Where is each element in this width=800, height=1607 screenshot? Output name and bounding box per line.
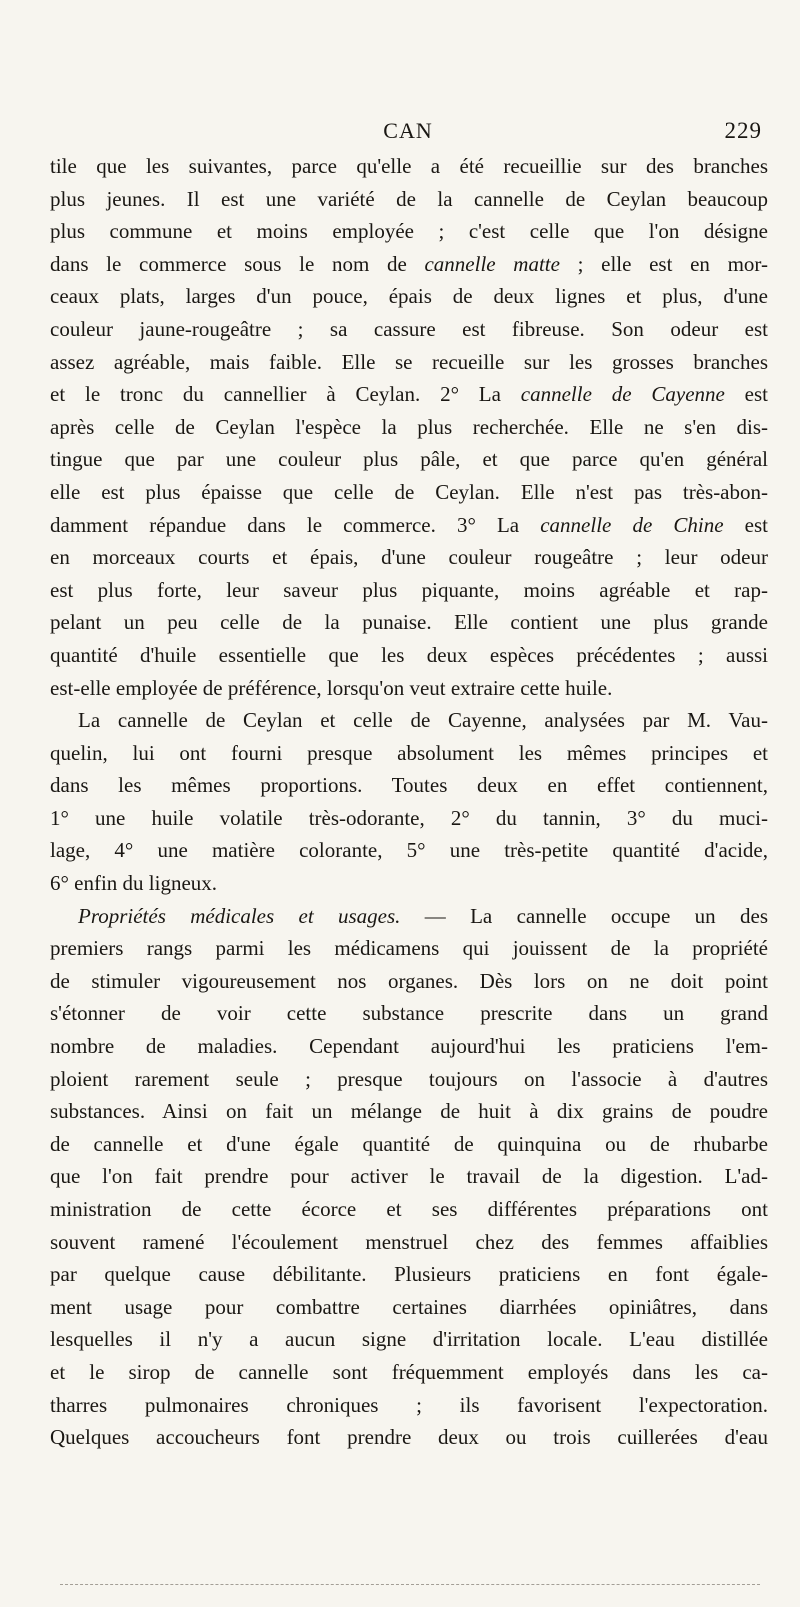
running-head: CAN: [383, 118, 433, 143]
text-line: lesquelles il n'y a aucun signe d'irritation locale. L'eau distillée: [50, 1327, 768, 1352]
text-line: que l'on fait prendre pour activer le travail de la digestion. L'ad-: [50, 1164, 768, 1189]
text-line: de cannelle et d'une égale quantité de quinquina ou de rhubarbe: [50, 1131, 768, 1156]
text-line: quelin, lui ont fourni presque absolument les mêmes principes et: [50, 740, 768, 765]
text-line: La cannelle de Ceylan et celle de Cayenne, analysées par M. Vau-: [78, 708, 768, 733]
section-heading-line: Propriétés médicales et usages. — La cannelle occupe un des: [78, 903, 768, 928]
text-line: après celle de Ceylan l'espèce la plus recherchée. Elle ne s'en dis-: [50, 414, 768, 439]
text-line: ceaux plats, larges d'un pouce, épais de deux lignes et plus, d'une: [50, 284, 768, 309]
text-line: tharres pulmonaires chroniques ; ils favorisent l'expectoration.: [50, 1392, 768, 1417]
text-line: dans les mêmes proportions. Toutes deux en effet contiennent,: [50, 773, 768, 798]
bottom-rule: [60, 1584, 760, 1585]
text-line: 6° enfin du ligneux.: [50, 871, 218, 896]
italic-term: cannelle de Cayenne: [520, 382, 725, 407]
text-line: pelant un peu celle de la punaise. Elle contient une plus grande: [50, 610, 768, 635]
text-line: est-elle employée de préférence, lorsqu'on veut extraire cette huile.: [50, 675, 613, 700]
text-line: tile que les suivantes, parce qu'elle a été recueillie sur des branches: [50, 154, 768, 178]
text-line: couleur jaune-rougeâtre ; sa cassure est fibreuse. Son odeur est: [50, 316, 768, 341]
text-line: ment usage pour combattre certaines diarrhées opiniâtres, dans: [50, 1294, 768, 1319]
text-line: en morceaux courts et épais, d'une couleur rougeâtre ; leur odeur: [50, 545, 768, 570]
text-line: plus commune et moins employée ; c'est celle que l'on désigne: [50, 219, 768, 244]
text-line: et le tronc du cannellier à Ceylan. 2° La cannelle de Cayenne est: [50, 382, 768, 407]
text-line: souvent ramené l'écoulement menstruel chez des femmes affaiblies: [50, 1229, 768, 1254]
italic-term: cannelle matte: [424, 251, 560, 276]
text-line: plus jeunes. Il est une variété de la cannelle de Ceylan beaucoup: [50, 186, 768, 211]
text-line: est plus forte, leur saveur plus piquante, moins agréable et rap-: [50, 577, 768, 602]
text-line: 1° une huile volatile très-odorante, 2° du tannin, 3° du muci-: [50, 805, 768, 830]
text-line: elle est plus épaisse que celle de Ceylan. Elle n'est pas très-abon-: [50, 479, 768, 504]
text-line: tingue que par une couleur plus pâle, et que parce qu'en général: [50, 447, 768, 472]
body-text: [50, 150, 768, 1454]
text-line: et le sirop de cannelle sont fréquemment employés dans les ca-: [50, 1359, 768, 1384]
text-line: ploient rarement seule ; presque toujours on l'associe à d'autres: [50, 1066, 768, 1091]
text-line: dans le commerce sous le nom de cannelle matte ; elle est en mor-: [50, 251, 768, 276]
text-line: Quelques accoucheurs font prendre deux ou trois cuillerées d'eau: [50, 1425, 768, 1450]
page-header: [50, 118, 766, 152]
text-line: damment répandue dans le commerce. 3° La cannelle de Chine est: [50, 512, 768, 537]
text-line: premiers rangs parmi les médicamens qui jouissent de la propriété: [50, 936, 768, 961]
text-line: assez agréable, mais faible. Elle se recueille sur les grosses branches: [50, 349, 768, 374]
text-line: s'étonner de voir cette substance prescrite dans un grand: [50, 1001, 768, 1026]
italic-term: Propriétés médicales et usages.: [78, 903, 401, 928]
text-line: de stimuler vigoureusement nos organes. Dès lors on ne doit point: [50, 968, 768, 993]
text-line: lage, 4° une matière colorante, 5° une très-petite quantité d'acide,: [50, 838, 768, 863]
page-number: 229: [724, 118, 762, 143]
text-line: quantité d'huile essentielle que les deux espèces précédentes ; aussi: [50, 642, 768, 667]
text-line: ministration de cette écorce et ses différentes préparations ont: [50, 1197, 768, 1221]
text-line: par quelque cause débilitante. Plusieurs praticiens en font égale-: [50, 1262, 768, 1287]
text-line: nombre de maladies. Cependant aujourd'hui les praticiens l'em-: [50, 1034, 768, 1059]
italic-term: cannelle de Chine: [540, 512, 724, 537]
text-line: substances. Ainsi on fait un mélange de huit à dix grains de poudre: [50, 1099, 768, 1124]
